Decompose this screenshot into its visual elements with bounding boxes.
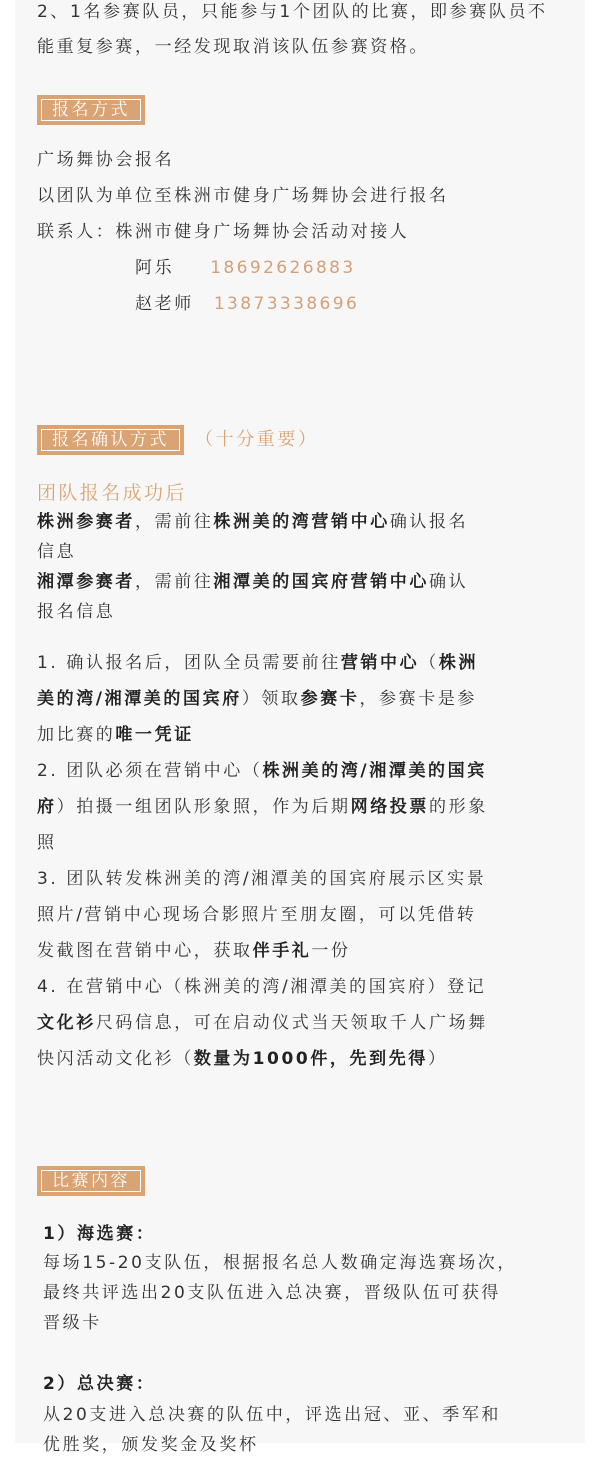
contact-label: 联系人：株洲市健身广场舞协会活动对接人 xyxy=(37,222,410,242)
confirm-xiangtan-line: 报名信息 xyxy=(37,602,116,622)
contact-phone-link[interactable]: 18692626883 xyxy=(210,258,356,278)
rule-text-line: 2、1名参赛队员，只能参与1个团队的比赛，即参赛队员不 xyxy=(37,2,548,22)
confirm-item-3: 发截图在营销中心，获取伴手礼一份 xyxy=(37,941,351,961)
round-text: 从20支进入总决赛的队伍中，评选出冠、亚、季军和 xyxy=(43,1405,502,1425)
registration-text: 以团队为单位至株洲市健身广场舞协会进行报名 xyxy=(37,186,449,206)
round-text: 优胜奖，颁发奖金及奖杯 xyxy=(43,1435,259,1455)
contact-row xyxy=(135,292,359,316)
round-text: 晋级卡 xyxy=(43,1313,102,1333)
confirm-zhuzhou-line: 株洲参赛者，需前往株洲美的湾营销中心确认报名 xyxy=(37,512,469,532)
confirm-item-1: 美的湾/湘潭美的国宾府）领取参赛卡，参赛卡是参 xyxy=(37,689,478,709)
section-tag-registration: 报名方式 xyxy=(37,95,145,125)
confirm-item-3: 照片/营销中心现场合影照片至朋友圈，可以凭借转 xyxy=(37,905,477,925)
confirm-item-2: 照 xyxy=(37,833,57,853)
confirm-item-2: 2. 团队必须在营销中心（株洲美的湾/湘潭美的国宾 xyxy=(37,761,487,781)
confirm-item-4: 快闪活动文化衫（数量为1000件，先到先得） xyxy=(37,1049,448,1069)
round-heading: 1）海选赛： xyxy=(43,1224,156,1244)
confirm-heading: 团队报名成功后 xyxy=(37,482,187,504)
contact-name: 阿乐 xyxy=(135,258,175,278)
registration-text: 广场舞协会报名 xyxy=(37,150,175,170)
importance-note: （十分重要） xyxy=(195,429,319,450)
round-text: 每场15-20支队伍，根据报名总人数确定海选赛场次， xyxy=(43,1253,517,1273)
article-card xyxy=(15,0,585,1455)
section-tag-content: 比赛内容 xyxy=(37,1166,145,1196)
confirm-xiangtan-line: 湘潭参赛者，需前往湘潭美的国宾府营销中心确认 xyxy=(37,572,469,592)
section-tag-confirm: 报名确认方式 xyxy=(37,425,184,455)
confirm-zhuzhou-line: 信息 xyxy=(37,542,77,562)
contact-name: 赵老师 xyxy=(135,294,194,314)
confirm-item-4: 4. 在营销中心（株洲美的湾/湘潭美的国宾府）登记 xyxy=(37,977,487,997)
round-heading: 2）总决赛： xyxy=(43,1374,156,1394)
confirm-item-4: 文化衫尺码信息，可在启动仪式当天领取千人广场舞 xyxy=(37,1013,488,1033)
confirm-item-1: 加比赛的唯一凭证 xyxy=(37,725,194,745)
round-text: 最终共评选出20支队伍进入总决赛，晋级队伍可获得 xyxy=(43,1283,502,1303)
confirm-item-2: 府）拍摄一组团队形象照，作为后期网络投票的形象 xyxy=(37,797,488,817)
contact-row xyxy=(135,256,356,280)
contact-phone-link[interactable]: 13873338696 xyxy=(213,294,360,314)
rule-text-line: 能重复参赛，一经发现取消该队伍参赛资格。 xyxy=(37,37,429,57)
confirm-item-3: 3. 团队转发株洲美的湾/湘潭美的国宾府展示区实景 xyxy=(37,869,487,889)
confirm-item-1: 1. 确认报名后，团队全员需要前往营销中心（株洲 xyxy=(37,653,479,673)
